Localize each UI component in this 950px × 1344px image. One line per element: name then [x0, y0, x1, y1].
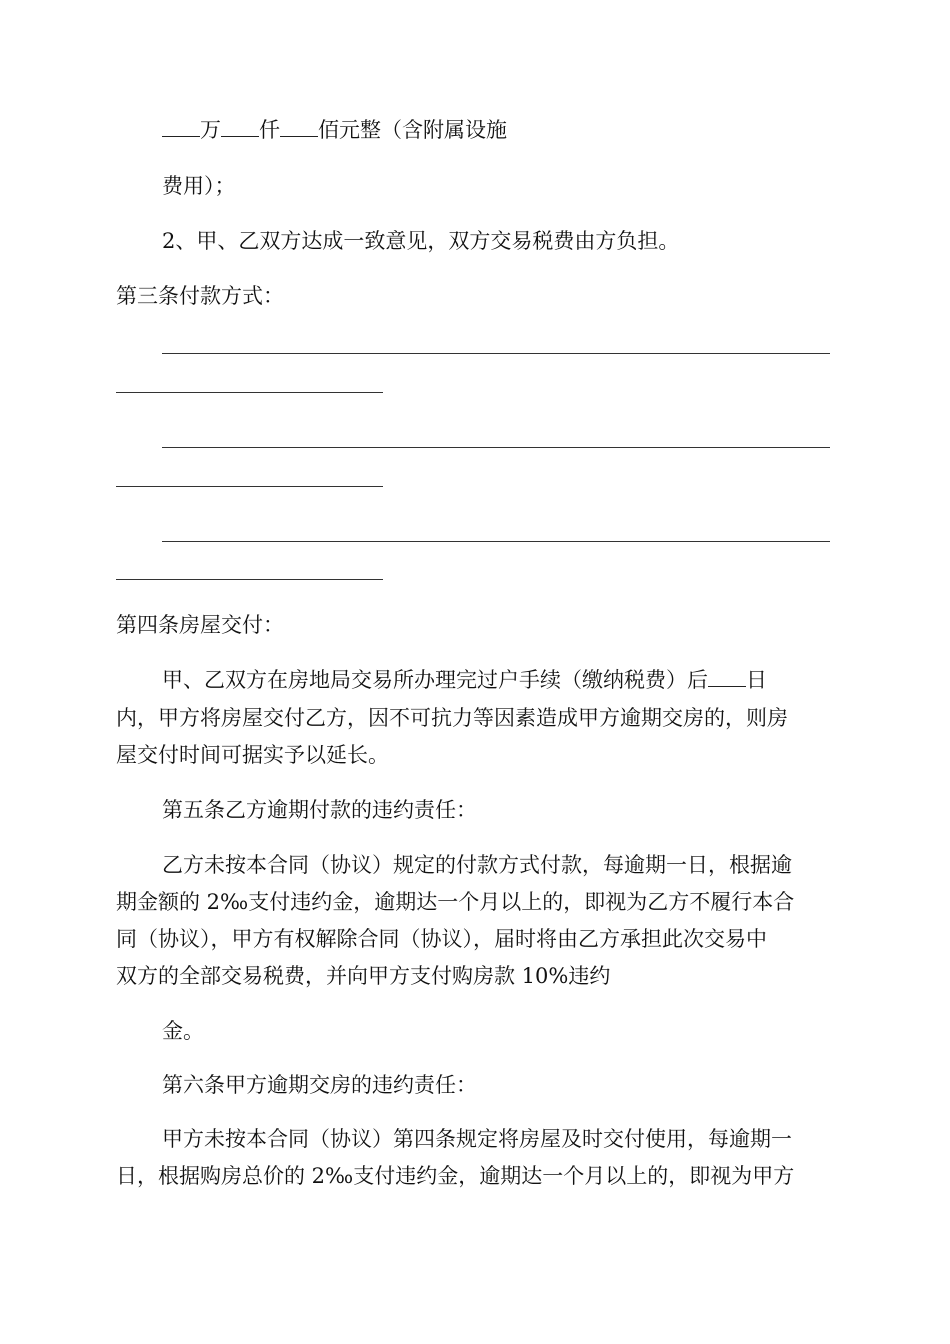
article-4-body-line-3: 屋交付时间可据实予以延长。: [116, 743, 389, 767]
article-3-title: 第三条付款方式：: [116, 284, 284, 308]
clause-2-2: 2、甲、乙双方达成一致意见，双方交易税费由方负担。: [162, 229, 680, 253]
blank-bai: [280, 118, 318, 137]
article-6-title: 第六条甲方逾期交房的违约责任：: [162, 1073, 477, 1097]
blank-wan: [162, 118, 200, 137]
payment-blank-line-2a: [162, 447, 830, 448]
price-amount-line-cont: 费用）；: [162, 174, 236, 198]
article-4-line1-after: 日: [746, 668, 767, 692]
payment-blank-line-3a: [162, 541, 830, 542]
article-5-body-line-1: 乙方未按本合同（协议）规定的付款方式付款，每逾期一日，根据逾: [162, 853, 792, 877]
payment-blank-line-3b: [116, 579, 383, 580]
blank-days: [708, 668, 746, 687]
blank-qian: [221, 118, 259, 137]
article-6-body-line-2: 日，根据购房总价的 2‰支付违约金，逾期达一个月以上的，即视为甲方: [116, 1164, 795, 1188]
unit-qian: 仟: [259, 118, 280, 142]
price-amount-line: [162, 117, 507, 143]
article-5-body-line-3: 同（协议），甲方有权解除合同（协议），届时将由乙方承担此次交易中: [116, 927, 767, 951]
article-4-body-line-1: [162, 667, 767, 693]
article-5-body-line-2: 期金额的 2‰支付违约金，逾期达一个月以上的，即视为乙方不履行本合: [116, 890, 795, 914]
unit-wan: 万: [200, 118, 221, 142]
article-5-body-line-4: 双方的全部交易税费，并向甲方支付购房款 10%违约: [116, 964, 611, 988]
article-6-body-line-1: 甲方未按本合同（协议）第四条规定将房屋及时交付使用，每逾期一: [162, 1127, 792, 1151]
article-5-title: 第五条乙方逾期付款的违约责任：: [162, 798, 477, 822]
unit-bai-tail: 佰元整（含附属设施: [318, 118, 507, 142]
article-4-title: 第四条房屋交付：: [116, 613, 284, 637]
article-4-body-line-2: 内，甲方将房屋交付乙方，因不可抗力等因素造成甲方逾期交房的，则房: [116, 706, 788, 730]
payment-blank-line-1a: [162, 353, 830, 354]
payment-blank-line-2b: [116, 486, 383, 487]
article-4-line1-before: 甲、乙双方在房地局交易所办理完过户手续（缴纳税费）后: [162, 668, 708, 692]
article-5-body-line-5: 金。: [162, 1019, 204, 1043]
payment-blank-line-1b: [116, 392, 383, 393]
